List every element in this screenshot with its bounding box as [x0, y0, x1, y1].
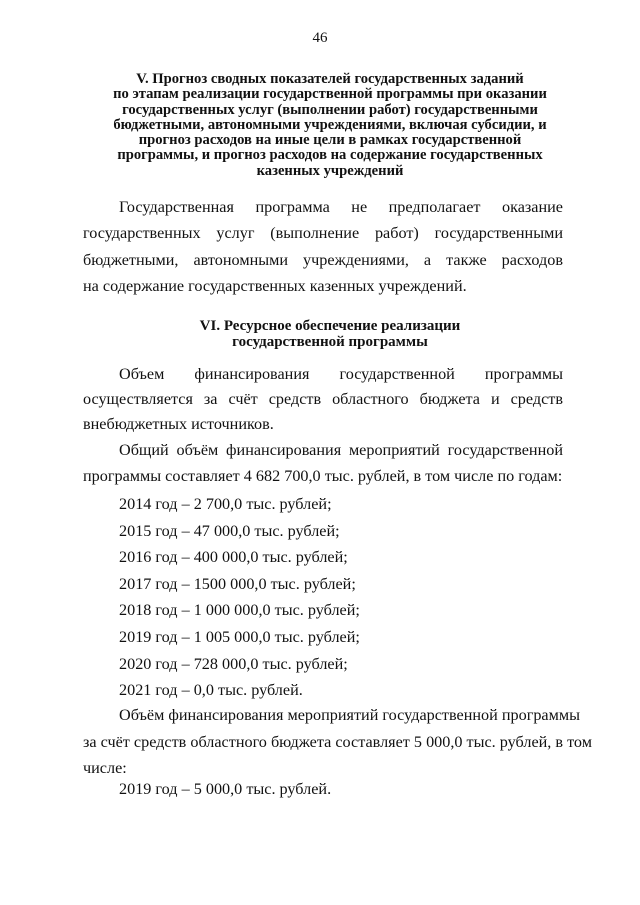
total-financing-paragraph [83, 438, 563, 489]
paragraph-line: осуществляется за счёт средств областного бюджета и средств [83, 390, 563, 408]
paragraph-line: государственных услуг (выполнение работ) государственными [83, 224, 563, 243]
regional-budget-paragraph [83, 702, 592, 782]
paragraph-line: бюджетными, автономными учреждениями, а также расходов [83, 250, 563, 269]
paragraph-line: числе: [83, 759, 127, 777]
heading-line: бюджетными, автономными учреждениями, включая субсидии, и [113, 116, 547, 133]
heading-line: государственных услуг (выполнении работ) государственными [122, 101, 538, 118]
heading-line: государственной программы [232, 334, 428, 350]
paragraph-line: за счёт средств областного бюджета составляет 5 000,0 тыс. рублей, в том [83, 732, 592, 751]
list-item: 2015 год – 47 000,0 тыс. рублей; [119, 521, 340, 540]
list-item: 2018 год – 1 000 000,0 тыс. рублей; [119, 601, 360, 620]
regional-budget-2019-line: 2019 год – 5 000,0 тыс. рублей. [119, 780, 332, 798]
paragraph-line: Объем финансирования государственной программы [119, 365, 563, 383]
list-item: 2020 год – 728 000,0 тыс. рублей; [119, 654, 348, 673]
section-5-heading [70, 72, 590, 179]
heading-line: программы, и прогноз расходов на содержание государственных [117, 147, 543, 164]
heading-line: V. Прогноз сводных показателей государственных заданий [136, 71, 524, 87]
paragraph-line: на содержание государственных казенных учреждений. [83, 276, 467, 295]
heading-line: VI. Ресурсное обеспечение реализации [199, 318, 461, 334]
list-item: 2014 год – 2 700,0 тыс. рублей; [119, 495, 332, 513]
paragraph-line: Государственная программа не предполагает оказание [119, 198, 563, 216]
financing-sources-paragraph [83, 362, 563, 437]
heading-line: по этапам реализации государственной программы при оказании [113, 86, 547, 103]
heading-line: казенных учреждений [256, 162, 404, 179]
paragraph-line: Объём финансирования мероприятий государственной программы [119, 706, 580, 724]
page-number: 46 [312, 30, 328, 46]
heading-line: прогноз расходов на иные цели в рамках государственной [138, 132, 522, 149]
section-5-paragraph [83, 194, 563, 299]
list-item: 2019 год – 1 005 000,0 тыс. рублей; [119, 627, 360, 646]
list-item: 2021 год – 0,0 тыс. рублей. [119, 681, 303, 700]
paragraph-line: внебюджетных источников. [83, 415, 274, 433]
yearly-financing-list [119, 491, 360, 704]
list-item: 2016 год – 400 000,0 тыс. рублей; [119, 548, 348, 567]
paragraph-line: программы составляет 4 682 700,0 тыс. рублей, в том числе по годам: [83, 466, 563, 485]
paragraph-line: Общий объём финансирования мероприятий государственной [119, 441, 563, 459]
section-6-heading [70, 318, 590, 350]
list-item: 2017 год – 1500 000,0 тыс. рублей; [119, 574, 356, 593]
